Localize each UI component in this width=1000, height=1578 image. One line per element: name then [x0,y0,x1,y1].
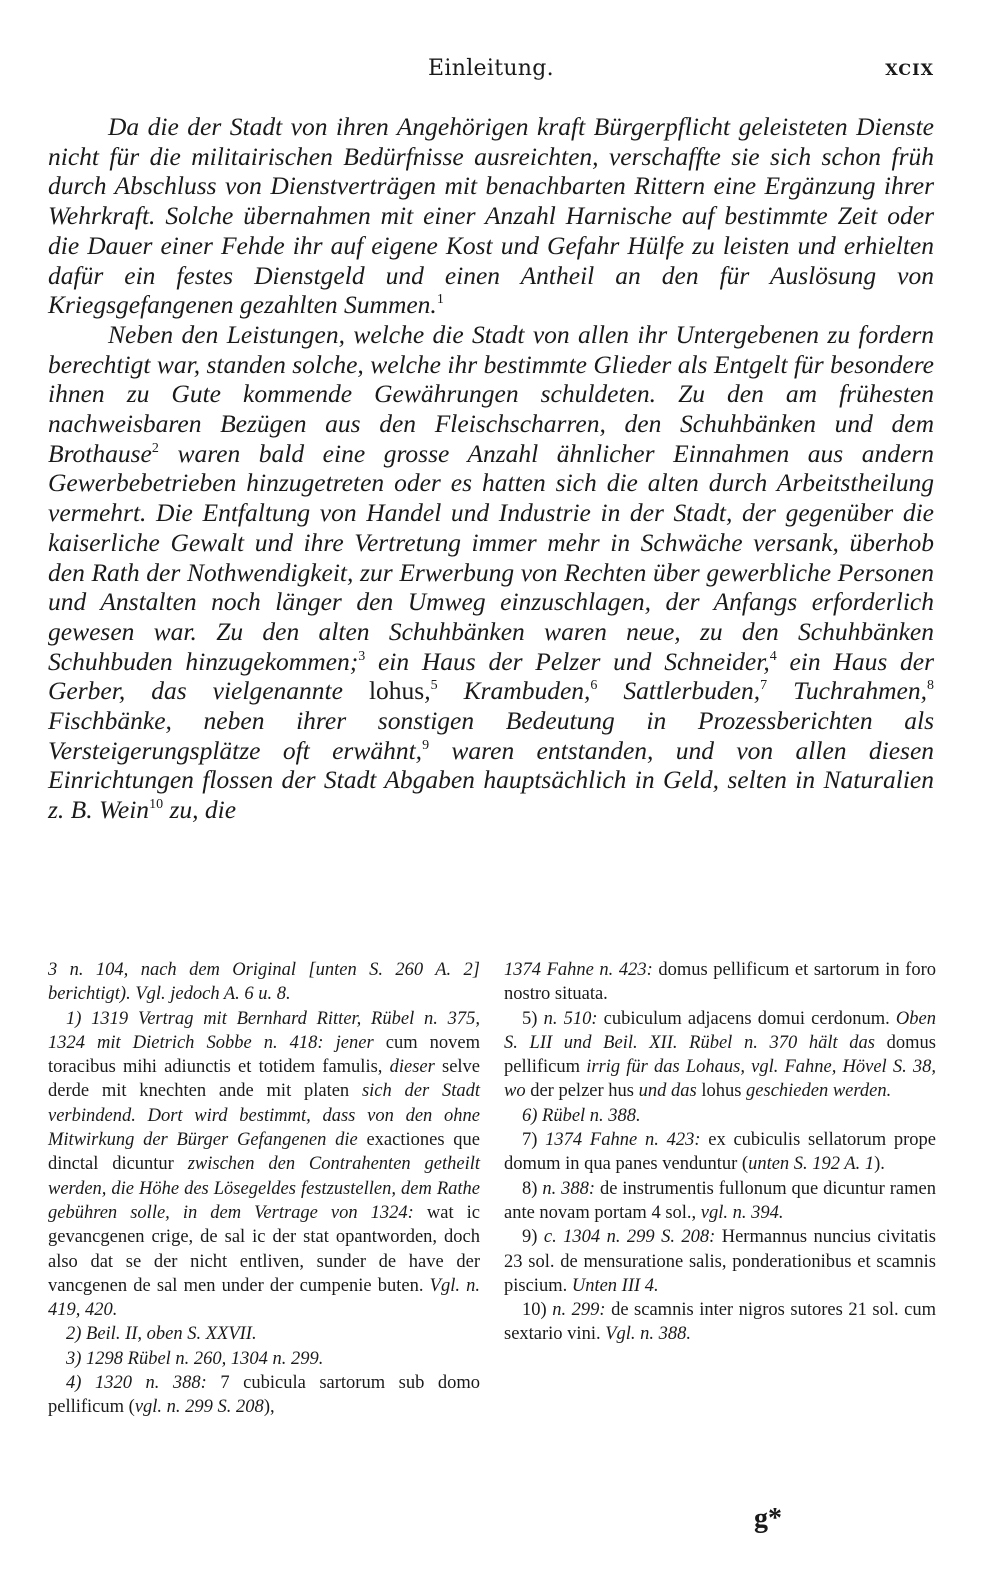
text-run: zwischen den Contrahenten getheilt werden, die Höhe des Lösegeldes festzustellen, dem Rathe gebühren solle, in dem Vertrage von 1324: [48,1154,480,1223]
text-run: exactiones que dinctal dicuntur [48,1130,480,1175]
text-run: ), [263,1397,275,1418]
text-run: n. 510: [543,1008,598,1029]
footnote-2 [48,1322,480,1346]
footnote-1 [48,1007,480,1323]
text-run: Fischbänke, neben ihrer sonstigen Bedeutung in Prozessberichten als Versteigerungsplätze oft erwähnt, [48,706,934,765]
text-run: 2) Beil. II, oben S. XXVII. [66,1324,257,1345]
text-run: 7 cubicula sartorum sub domo pellificum ( [48,1373,481,1418]
text-run: cum novem toracibus mihi adiunctis et totidem famulis, [48,1032,480,1078]
text-run: ein Haus der Gerber, das vielgenannte [48,646,935,706]
footnote-6 [504,1104,936,1128]
footnote-ref: 6 [590,678,598,694]
text-run: unten S. 192 A. 1 [748,1154,875,1175]
footnote-ref: 8 [926,678,934,694]
upright-term: lohus [368,676,425,706]
text-run: de scamnis inter nigros sutores 21 sol. cum sextario vini. [504,1300,936,1345]
paragraph-1 [48,112,934,320]
text-run: Vgl. n. 419, 420. [48,1275,480,1321]
text-run: Tuchrahmen, [767,676,927,706]
footnote-continuation [48,958,480,1007]
footnote-ref: 1 [436,292,444,308]
text-run: der pelzer hus [525,1081,639,1102]
text-run: 3) 1298 Rübel n. 260, 1304 n. 299. [66,1348,324,1369]
text-run: 3 n. 104, nach dem Original [unten S. 260 A. 2] berichtigt). Vgl. jedoch A. 6 u. 8. [48,960,480,1005]
footnote-9 [504,1225,936,1298]
footnote-ref: 10 [149,797,164,813]
footnote-8 [504,1177,936,1226]
text-run: 7) [522,1130,546,1151]
text-run: waren entstanden, und von allen diesen Einrichtungen flossen der Stadt Abgaben hauptsächlich in Geld, selten in Naturalien z. B. Wein [48,735,935,825]
text-run: ex cubiculis sellatorum prope domum in qua panes venduntur ( [504,1130,936,1175]
text-run: domus pellificum [504,1032,937,1078]
text-run: geschieden werden. [746,1081,892,1102]
text-run: Krambuden, [437,676,591,706]
text-run: Hermannus nuncius civitatis 23 sol. de mensuratione salis, ponderationibus et scamnis piscium. [504,1227,937,1296]
text-run: 4) 1320 n. 388: [66,1373,207,1394]
text-run: zu, die [163,795,237,825]
text-run: 6) Rübel n. 388. [522,1105,641,1126]
text-run: ). [874,1154,885,1175]
text-run: vgl. n. 299 S. 208 [134,1397,264,1418]
text-run: n. 388: [542,1178,596,1199]
text-run: c. 1304 n. 299 S. 208: [543,1227,716,1248]
footnote-ref: 3 [358,648,366,664]
text-run: de instrumentis fullonum que dicuntur ramen ante novam portam 4 sol., [504,1178,936,1223]
footnote-ref: 4 [769,648,777,664]
footnote-ref: 5 [430,678,438,694]
footnote-ref: 2 [151,440,159,456]
text-run: 9) [522,1227,544,1248]
footnote-5 [504,1007,936,1104]
signature-mark: g* [754,1503,782,1534]
page-number: XCIX [885,60,934,79]
text-run: und das [638,1081,697,1102]
text-run: 1374 Fahne n. 423: [504,960,653,980]
text-run: Da die der Stadt von ihren Angehörigen kraft Bürgerpflicht geleisteten Dienste nicht für die militairischen Bedürfnisse ausreichten, verschaffte sie sich schon früh durch Abschluss von Dienstverträgen mit benachbarten Rittern eine Ergänzung ihrer Wehrkraft. Solche übernahmen mit einer Anzahl Harnische auf bestimmte Zeit oder die Dauer einer Fehde ihr auf eigene Kost und Gefahr Hülfe zu leisten und erhielten dafür ein festes Dienstgeld und einen Antheil an den für Auslösung von Kriegsgefangenen gezahlten Summen. [48,112,934,320]
footnotes-left-column [48,958,480,1420]
text-run: n. 299: [552,1300,606,1321]
text-run: 1374 Fahne n. 423: [545,1130,701,1151]
text-run: vgl. n. 394. [700,1202,784,1223]
text-run: Neben den Leistungen, welche die Stadt von allen ihr Untergebenen zu fordern berechtigt war, standen solche, welche ihr bestimmte Glieder als Entgelt für besondere ihnen zu Gute kommende Gewährungen schuldeten. Zu den am frühesten nachweisbaren Bezügen aus den Fleischscharren, den Schuhbänken und dem Brothause [48,319,934,468]
text-run: 8) [522,1178,543,1199]
text-run: selve derde mit knechten ande mit platen [48,1057,481,1102]
paragraph-2 [48,320,934,825]
text-run: Oben S. LII und Beil. XII. Rübel n. 370 hält das [504,1008,936,1053]
text-run: 5) [522,1008,544,1029]
footnotes-area [48,958,937,1498]
footnotes-right-column [504,958,936,1347]
text-run: wat ic gevancgenen crige, de sal ic der stat opantworden, doch also dat se der nicht entliven, sunder de have der vancgenen de sal men under der cumpenie buten. [48,1202,481,1296]
footnote-ref: 7 [760,678,768,694]
text-run: Unten III 4. [571,1275,659,1296]
footnote-4-continuation [504,958,936,1007]
footnote-3 [48,1347,480,1371]
footnote-ref: 9 [422,737,430,753]
text-run: ein Haus der Pelzer und Schneider, [365,646,770,676]
text-run: 10) [522,1300,553,1321]
footnote-4 [48,1371,480,1420]
text-run: cubiculum adjacens domui cerdonum. [597,1008,896,1029]
text-run: , [424,676,431,706]
text-run: irrig für das Lohaus, vgl. Fahne, Hövel S. 38, wo [504,1057,936,1102]
footnote-7 [504,1128,936,1177]
main-text [48,112,934,825]
running-title: Einleitung. [428,56,554,81]
running-header [48,56,934,90]
text-run: lohus [696,1081,747,1102]
text-run: Vgl. n. 388. [605,1324,692,1345]
text-run: waren bald eine grosse Anzahl ähnlicher Einnahmen aus andern Gewerbebetrieben hinzugetreten oder es hatten sich die alten durch Arbeitstheilung vermehrt. Die Entfaltung von Handel und Industrie in der Stadt, der gegenüber die kaiserliche Gewalt und ihre Vertretung immer mehr in Schwäche versank, überhob den Rath der Nothwendigkeit, zur Erwerbung von Rechten über gewerbliche Personen und Anstalten noch länger den Umweg einzuschlagen, der Anfangs erforderlich gewesen war. Zu den alten Schuhbänken waren neue, zu den Schuhbänken Schuhbuden hinzugekommen; [48,438,934,676]
text-run: dieser [389,1057,435,1078]
footnote-10 [504,1298,936,1347]
text-run: 1) 1319 Vertrag mit Bernhard Ritter, Rübel n. 375, 1324 mit Dietrich Sobbe n. 418: jener [48,1008,480,1053]
text-run: Sattlerbuden, [597,676,761,706]
text-run: sich der Stadt verbindend. Dort wird bestimmt, dass von den ohne Mitwirkung der Bürger Gefangenen die [48,1081,480,1151]
text-run: domus pellificum et sartorum in foro nostro situata. [504,960,936,1005]
